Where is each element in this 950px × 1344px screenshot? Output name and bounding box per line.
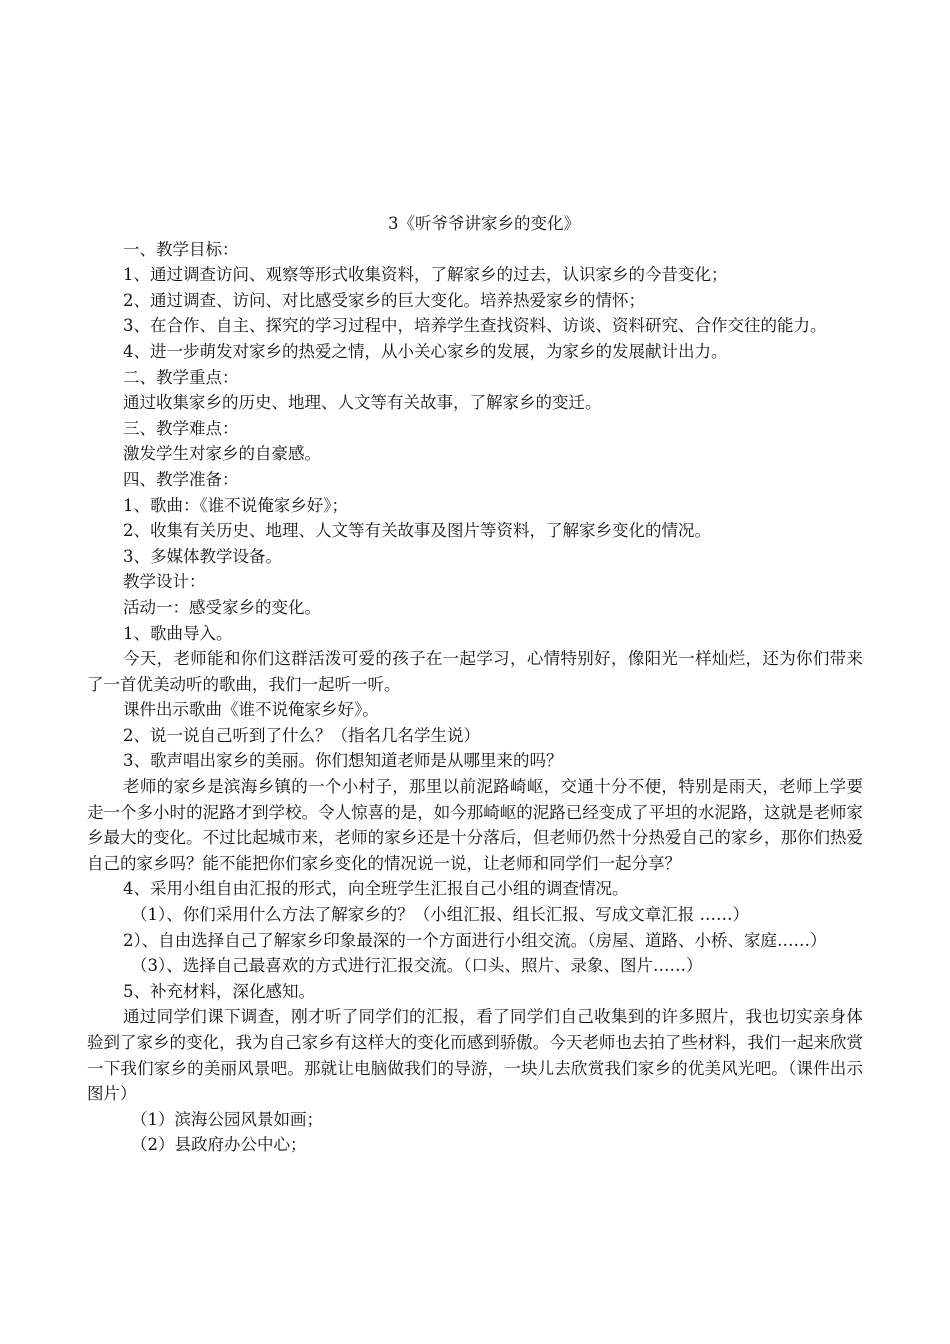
preparation-item-1: 1、歌曲：《谁不说俺家乡好》；	[123, 495, 348, 515]
sub-item-3: （3）、选择自己最喜欢的方式进行汇报交流。（口头、照片、录象、图片……）	[131, 956, 703, 976]
sub-item-2: 2）、自由选择自己了解家乡印象最深的一个方面进行小组交流。（房屋、道路、小桥、家庭……）	[123, 930, 827, 950]
step-song-beauty: 3、歌声唱出家乡的美丽。你们想知道老师是从哪里来的吗？	[123, 751, 563, 771]
paragraph-courseware-song: 课件出示歌曲《谁不说俺家乡好》。	[123, 700, 379, 720]
objective-item-1: 1、通过调查访问、观察等形式收集资料，了解家乡的过去，认识家乡的今昔变化；	[123, 265, 728, 285]
section-heading-difficulties: 三、教学难点：	[123, 418, 239, 438]
preparation-item-2: 2、收集有关历史、地理、人文等有关故事及图片等资料，了解家乡变化的情况。	[123, 521, 711, 541]
step-group-report: 4、采用小组自由汇报的形式，向全班学生汇报自己小组的调查情况。	[123, 879, 629, 899]
step-song-intro: 1、歌曲导入。	[123, 623, 233, 643]
section-heading-design: 教学设计：	[123, 572, 206, 592]
picture-item-2: （2）县政府办公中心；	[131, 1135, 307, 1155]
objective-item-4: 4、进一步萌发对家乡的热爱之情，从小关心家乡的发展，为家乡的发展献计出力。	[123, 341, 728, 361]
picture-item-1: （1）滨海公园风景如画；	[131, 1109, 323, 1129]
document-title: 3《听爷爷讲家乡的变化》	[388, 214, 580, 233]
step-supplement: 5、补充材料，深化感知。	[123, 981, 315, 1001]
sub-item-1: （1）、你们采用什么方法了解家乡的？（小组汇报、组长汇报、写成文章汇报 ……）	[131, 905, 749, 925]
difficulties-text: 激发学生对家乡的自豪感。	[123, 444, 321, 464]
paragraph-supplement-text: 通过同学们课下调查，刚才听了同学们的汇报，看了同学们自己收集到的许多照片，我也切实亲身体验到了家乡的变化，我为自己家乡有这样大的变化而感到骄傲。今天老师也去拍了些材料，我们一起来欣赏一下我们家乡的美丽风景吧。那就让电脑做我们的导游，一块儿去欣赏我们家乡的优美风光吧。（课件出示图片）	[87, 1007, 863, 1104]
key-points-text: 通过收集家乡的历史、地理、人文等有关故事，了解家乡的变迁。	[123, 393, 602, 413]
preparation-item-3: 3、多媒体教学设备。	[123, 546, 282, 566]
section-heading-key-points: 二、教学重点：	[123, 367, 239, 387]
activity-heading-1: 活动一：感受家乡的变化。	[123, 597, 321, 617]
document-body	[87, 211, 863, 1158]
paragraph-teacher-hometown: 老师的家乡是滨海乡镇的一个小村子，那里以前泥路崎岖，交通十分不便，特别是雨天，老师上学要走一个多小时的泥路才到学校。令人惊喜的是，如今那崎岖的泥路已经变成了平坦的水泥路，这就是老师家乡最大的变化。不过比起城市来，老师的家乡还是十分落后，但老师仍然十分热爱自己的家乡，那你们热爱自己的家乡吗？能不能把你们家乡变化的情况说一说，让老师和同学们一起分享？	[87, 777, 863, 873]
step-say-heard: 2、说一说自己听到了什么？（指名几名学生说）	[123, 725, 480, 745]
objective-item-3: 3、在合作、自主、探究的学习过程中，培养学生查找资料、访谈、资料研究、合作交往的能力。	[123, 316, 827, 336]
objective-item-2: 2、通过调查、访问、对比感受家乡的巨大变化。培养热爱家乡的情怀；	[123, 290, 645, 310]
section-heading-preparation: 四、教学准备：	[123, 469, 239, 489]
section-heading-objectives: 一、教学目标：	[123, 239, 239, 259]
paragraph-teacher-intro: 今天，老师能和你们这群活泼可爱的孩子在一起学习，心情特别好，像阳光一样灿烂，还为你们带来了一首优美动听的歌曲，我们一起听一听。	[87, 649, 863, 694]
